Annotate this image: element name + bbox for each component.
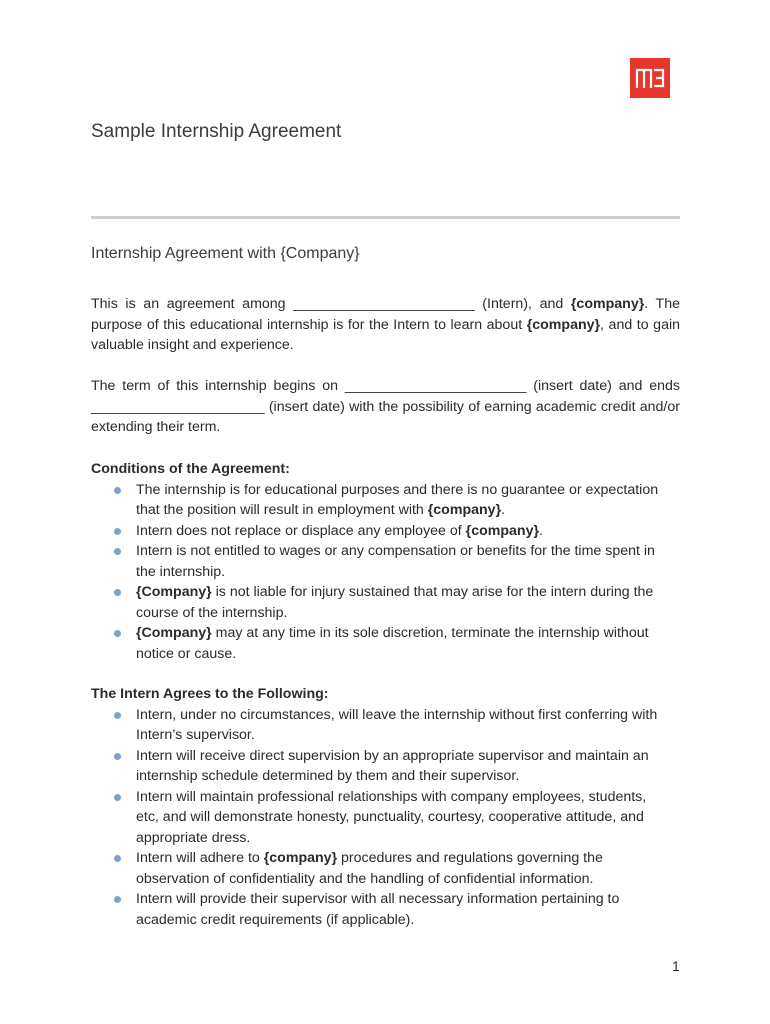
item-text: The internship is for educational purposes and there is no guarantee or expectation that the position will result in employment with <box>136 481 659 518</box>
item-bold-text: {company} <box>465 522 539 539</box>
bullet-icon <box>114 528 121 535</box>
item-text: . <box>539 522 543 539</box>
bullet-icon <box>114 855 121 862</box>
list-item <box>91 480 680 521</box>
item-bold-text: {company} <box>263 850 338 866</box>
item-text: Intern does not replace or displace any employee of <box>136 522 466 539</box>
document-title: Sample Internship Agreement <box>91 121 342 142</box>
bullet-icon <box>114 794 121 801</box>
bullet-icon <box>114 487 121 494</box>
list-item <box>91 787 680 849</box>
text-segment: The term of this internship begins on <box>91 378 345 394</box>
start-date-blank: _______________________ <box>344 378 527 394</box>
item-text: . <box>501 502 506 518</box>
bullet-icon <box>114 896 121 903</box>
bullet-icon <box>114 548 121 555</box>
item-text: Intern will receive direct supervision by an appropriate supervisor and maintain an internship schedule determined by them and their supervisor. <box>136 747 649 784</box>
title-divider <box>91 216 680 219</box>
text-segment: . The purpose of this educational internship is for the Intern to learn about <box>91 296 680 333</box>
m3-logo-icon <box>635 67 665 89</box>
text-segment: (insert date) with the possibility of earning academic credit and/or extending their term. <box>91 398 680 435</box>
list-item <box>91 521 680 542</box>
list-item <box>91 705 680 746</box>
item-text: Intern will maintain professional relationships with company employees, students, etc, and will demonstrate honesty, punctuality, courtesy, cooperative attitude, and appropriate dress. <box>136 788 647 846</box>
bullet-icon <box>114 630 121 637</box>
text-segment: , and to gain valuable insight and experience. <box>91 316 681 353</box>
list-item <box>91 746 680 787</box>
company-placeholder: {company} <box>570 296 645 312</box>
intern-name-blank: _______________________ <box>293 296 475 312</box>
end-date-blank: ______________________ <box>91 398 265 415</box>
conditions-section <box>91 459 680 664</box>
list-item <box>91 541 680 582</box>
intern-agrees-heading: The Intern Agrees to the Following: <box>91 686 329 702</box>
bullet-icon <box>114 589 121 596</box>
item-text: Intern will provide their supervisor with all necessary information pertaining to academic credit requirements (if applicable). <box>136 891 620 928</box>
item-text: may at any time in its sole discretion, terminate the internship without notice or cause. <box>136 625 649 662</box>
conditions-list <box>91 480 680 665</box>
text-segment: This is an agreement among <box>91 296 294 312</box>
item-bold-text: {company} <box>427 502 502 518</box>
term-paragraph <box>91 376 680 438</box>
item-text: Intern is not entitled to wages or any compensation or benefits for the time spent in the internship. <box>136 543 655 580</box>
page-number: 1 <box>672 958 680 974</box>
bullet-icon <box>114 753 121 760</box>
list-item <box>91 889 680 930</box>
item-text: Intern, under no circumstances, will leave the internship without first conferring with Intern’s supervisor. <box>136 706 658 743</box>
text-segment: (Intern), and <box>474 296 571 312</box>
document-subtitle: Internship Agreement with {Company} <box>91 245 360 262</box>
item-bold-text: {Company} <box>136 625 212 641</box>
item-text: Intern will adhere to <box>136 850 264 866</box>
company-logo <box>630 58 670 98</box>
item-bold-text: {Company} <box>136 584 212 600</box>
conditions-heading: Conditions of the Agreement: <box>91 461 290 477</box>
intern-agrees-list <box>91 705 680 931</box>
list-item <box>91 848 680 889</box>
text-segment: (insert date) and ends <box>526 378 680 394</box>
item-text: is not liable for injury sustained that may arise for the intern during the course of the internship. <box>136 584 654 621</box>
intro-paragraph <box>91 294 680 356</box>
company-placeholder: {company} <box>526 316 601 333</box>
list-item <box>91 582 680 623</box>
bullet-icon <box>114 712 121 719</box>
intern-agrees-section <box>91 684 680 930</box>
list-item <box>91 623 680 664</box>
item-text: procedures and regulations governing the observation of confidentiality and the handling of confidential information. <box>136 850 603 887</box>
